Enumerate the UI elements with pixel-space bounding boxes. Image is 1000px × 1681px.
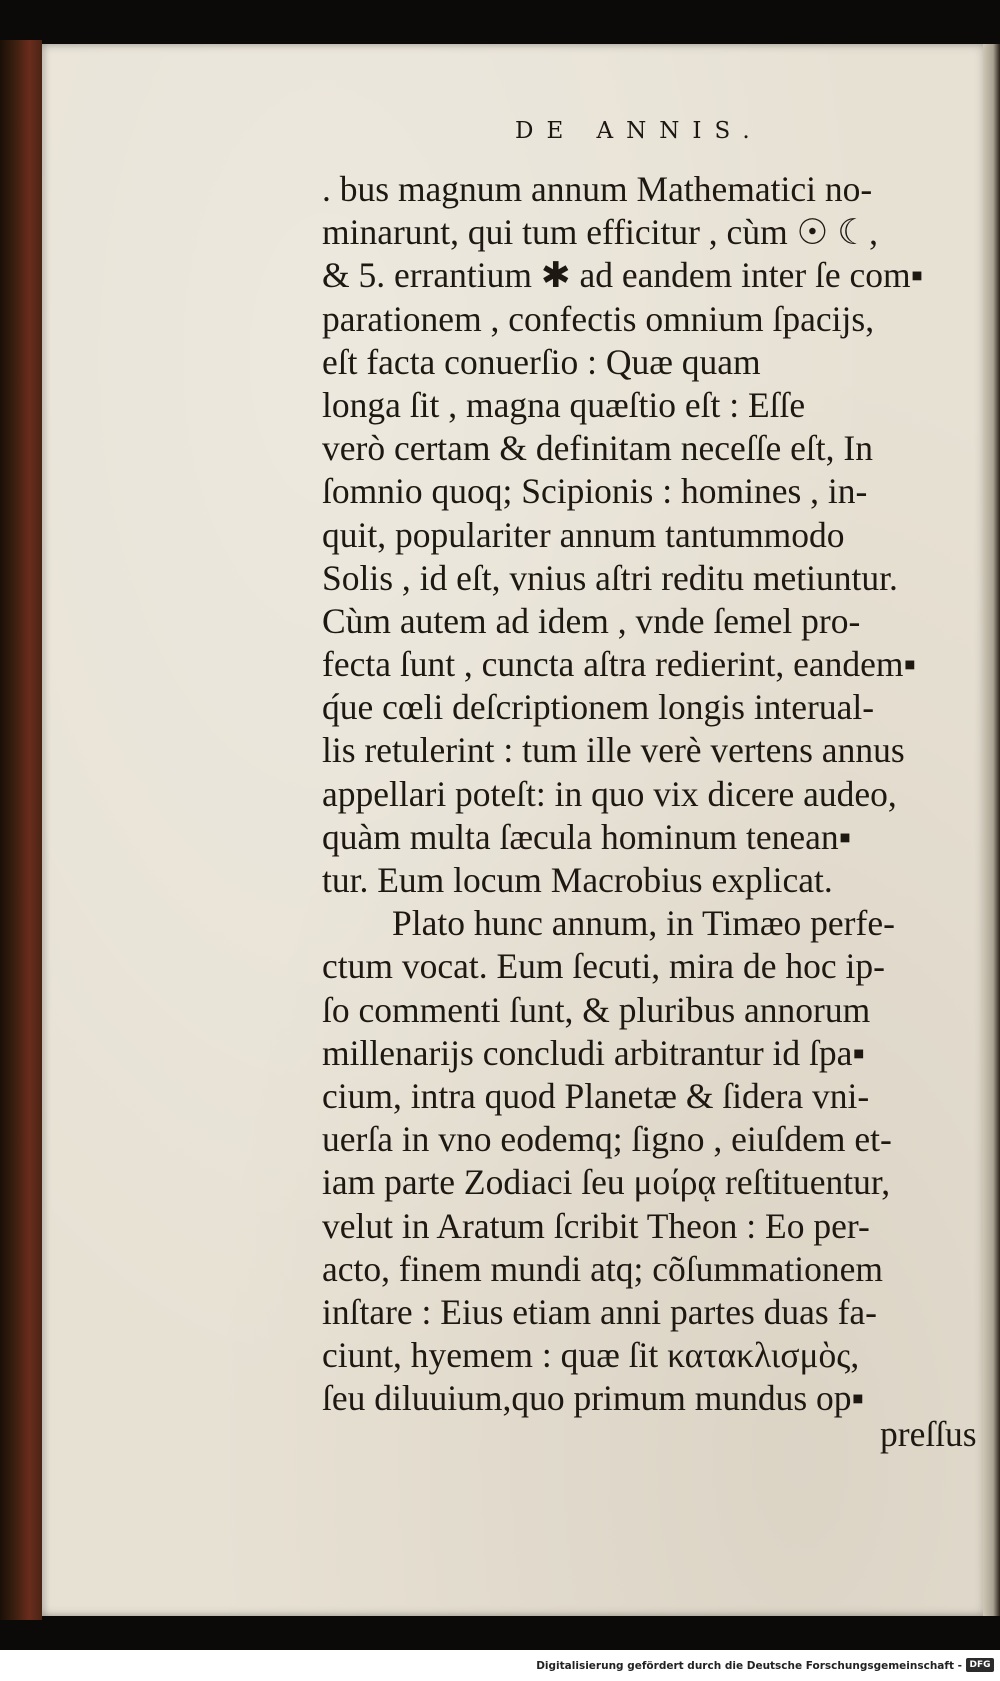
text-line: cium, intra quod Planetæ & ſidera vni- (322, 1075, 870, 1116)
text-line: tur. Eum locum Macrobius explicat. (322, 860, 833, 900)
text-line: uerſa in vno eodemq; ſigno , eiuſdem et- (322, 1119, 892, 1160)
text-line: longa ſit , magna quæſtio eſt : Eſſe (322, 384, 806, 425)
text-line: velut in Aratum ſcribit Theon : Eo per- (322, 1205, 870, 1246)
text-line: iam parte Zodiaci ſeu μοίρᾳ reſtituentur, (322, 1162, 891, 1203)
text-line: inſtare : Eius etiam anni partes duas fa- (322, 1291, 877, 1332)
body-text (322, 168, 992, 1420)
text-line: fecta ſunt , cuncta aſtra redierint, eandem▪ (322, 644, 917, 685)
text-line: ſomnio quoq; Scipionis : homines , in- (322, 471, 868, 512)
text-line: . bus magnum annum Mathematici no- (322, 169, 873, 209)
text-line: ſo commenti ſunt, & pluribus annorum (322, 989, 871, 1030)
book-binding-edge (0, 40, 42, 1620)
text-line: parationem , confectis omnium ſpacijs, (322, 298, 875, 339)
text-line: ctum vocat. Eum ſecuti, mira de hoc ip- (322, 946, 885, 987)
catchword: preſſus (880, 1414, 977, 1454)
text-line: lis retulerint : tum ille verè vertens annus (322, 730, 905, 771)
running-head: DE ANNIS. (515, 118, 763, 144)
text-line: ſeu diluuium,quo primum mundus op▪ (322, 1378, 865, 1419)
dfg-logo-icon: DFG (966, 1658, 994, 1672)
digitization-footer (0, 1652, 1000, 1681)
funding-credit: Digitalisierung gefördert durch die Deutsche Forschungsgemeinschaft - (536, 1660, 962, 1672)
text-line: minarunt, qui tum efficitur , cùm ☉ ☾, (322, 212, 878, 253)
text-line: verò certam & definitam neceſſe eſt, In (322, 428, 873, 469)
text-line: appellari poteſt: in quo vix dicere audeo, (322, 773, 897, 814)
text-line: Cùm autem ad idem , vnde ſemel pro- (322, 600, 861, 641)
text-line: acto, finem mundi atq; cõſummationem (322, 1248, 883, 1289)
text-line: eſt facta conuerſio : Quæ quam (322, 341, 761, 382)
text-line: millenarijs concludi arbitrantur id ſpa▪ (322, 1032, 865, 1073)
paragraph-start-line: Plato hunc annum, in Timæo perfe- (392, 903, 895, 944)
text-line: q́ue cœli deſcriptionem longis interual- (322, 687, 875, 728)
text-line: & 5. errantium ✱ ad eandem inter ſe com▪ (322, 255, 924, 296)
text-line: ciunt, hyemem : quæ ſit κατακλισμὸς, (322, 1335, 860, 1376)
text-line: quàm multa ſæcula hominum tenean▪ (322, 816, 852, 857)
text-line: Solis , id eſt, vnius aſtri reditu metiuntur. (322, 557, 898, 598)
text-line: quit, populariter annum tantummodo (322, 514, 845, 555)
